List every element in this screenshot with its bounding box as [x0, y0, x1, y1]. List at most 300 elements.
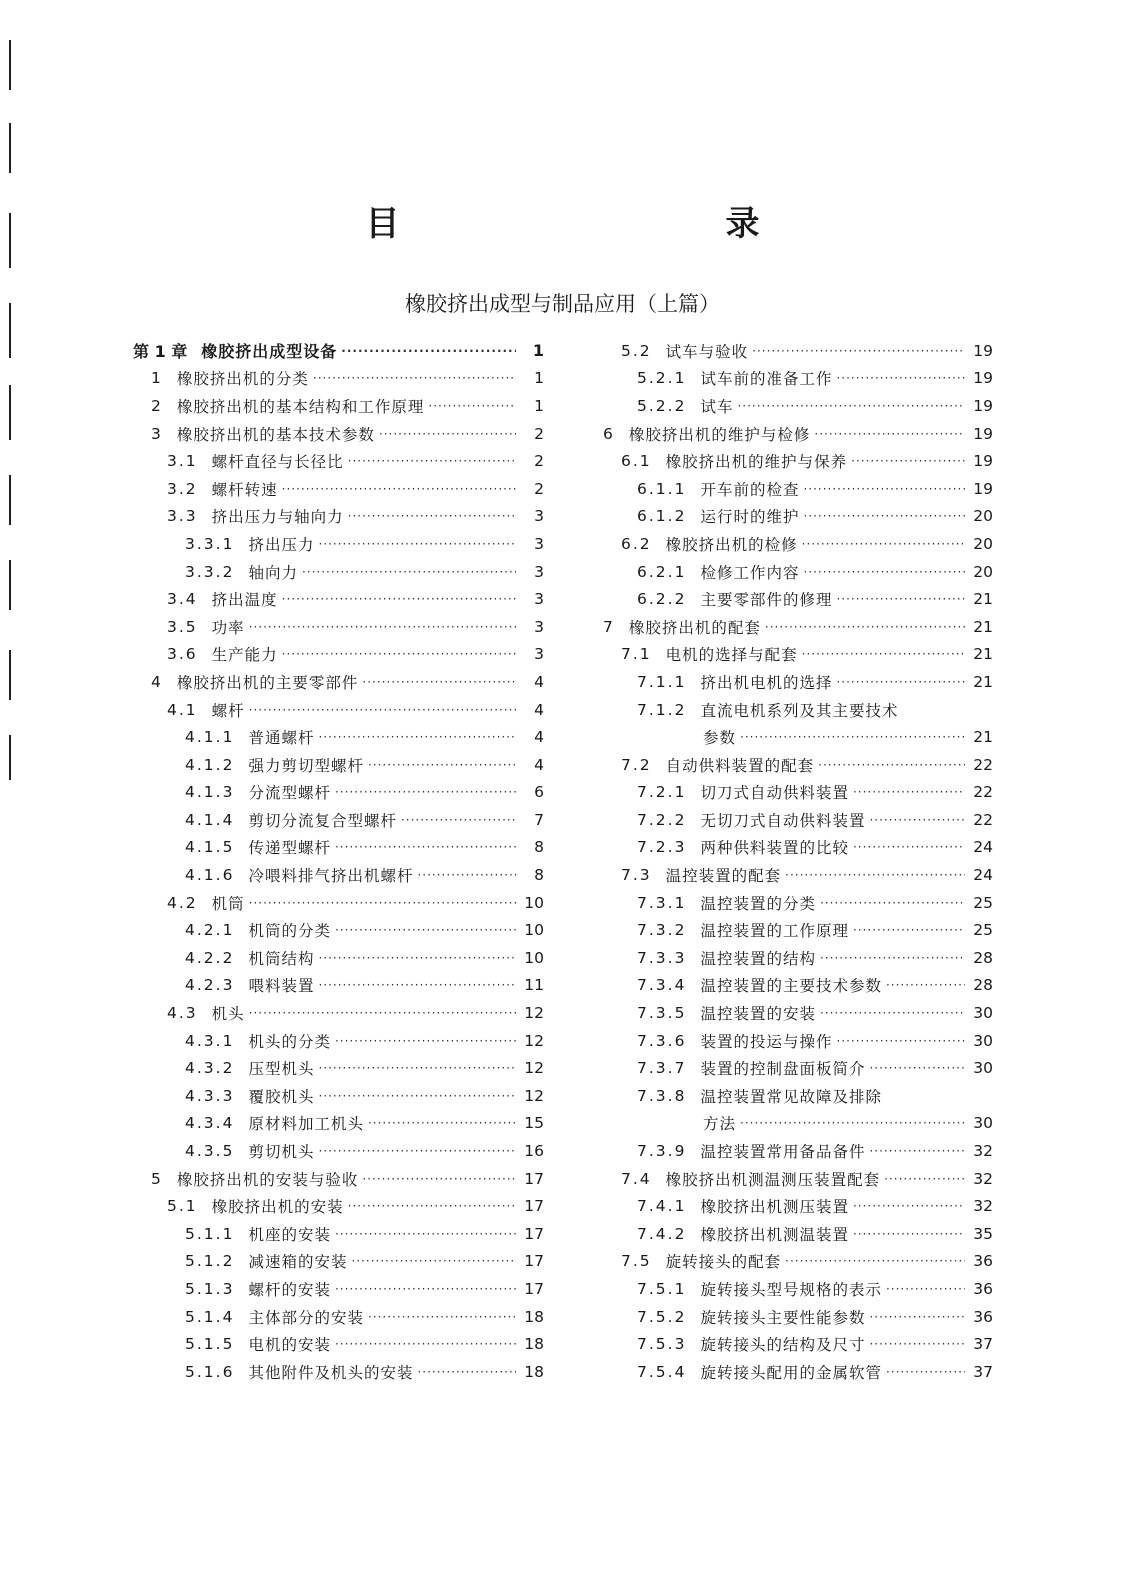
dot-leader — [318, 1144, 516, 1158]
toc-entry-number: 5.1.5 — [185, 1335, 235, 1354]
dot-leader — [282, 592, 516, 606]
dot-leader — [836, 371, 965, 385]
toc-entry[interactable] — [133, 641, 544, 669]
toc-entry-number: 5.2.1 — [637, 369, 687, 388]
dot-leader — [869, 1144, 965, 1158]
toc-entry-title: 试车前的准备工作 — [700, 370, 833, 389]
toc-entry-number: 5.2 — [621, 341, 652, 360]
toc-entry-title: 橡胶挤出机的维护与检修 — [628, 425, 811, 444]
toc-entry-number: 第 1 章 — [133, 342, 188, 362]
toc-entry-title: 挤出机电机的选择 — [700, 673, 833, 692]
dot-leader — [335, 1282, 516, 1296]
toc-entry-page: 17 — [524, 1279, 544, 1298]
dot-leader — [820, 951, 965, 965]
toc-entry-number: 4.3.3 — [185, 1086, 235, 1105]
toc-entry[interactable] — [603, 558, 993, 586]
dot-leader — [785, 1254, 965, 1268]
dot-leader — [869, 1310, 965, 1324]
toc-entry-page: 19 — [973, 341, 993, 360]
toc-entry-page: 37 — [973, 1362, 993, 1381]
dot-leader — [802, 647, 965, 661]
toc-entry[interactable] — [133, 1082, 544, 1110]
toc-entry[interactable] — [603, 447, 993, 475]
toc-entry-number: 7 — [603, 617, 615, 636]
toc-entry-title: 橡胶挤出机测温装置 — [700, 1225, 849, 1244]
toc-entry-page: 19 — [973, 479, 993, 498]
toc-entry[interactable] — [603, 1330, 993, 1358]
dot-leader — [351, 1254, 516, 1268]
toc-entry-number: 3.2 — [167, 479, 198, 498]
toc-entry-number: 7.3.3 — [637, 948, 687, 967]
dot-leader — [818, 758, 965, 772]
toc-entry-title: 橡胶挤出成型设备 — [201, 342, 338, 362]
toc-entry-title: 螺杆的安装 — [248, 1280, 331, 1299]
toc-entry[interactable] — [603, 1165, 993, 1193]
toc-entry[interactable] — [603, 613, 993, 641]
toc-entry-page: 21 — [973, 728, 993, 747]
toc-entry-number: 4.2.2 — [185, 948, 235, 967]
toc-entry-page: 8 — [534, 866, 544, 885]
toc-entry[interactable] — [133, 972, 544, 1000]
dot-leader — [318, 978, 516, 992]
toc-entry-page: 3 — [534, 562, 544, 581]
toc-entry[interactable] — [603, 1275, 993, 1303]
toc-entry-page: 19 — [973, 396, 993, 415]
toc-entry-title: 温控装置常见故障及排除 — [700, 1087, 882, 1106]
toc-entry-title: 橡胶挤出机的安装与验收 — [176, 1170, 359, 1189]
toc-entry-page: 15 — [524, 1114, 544, 1133]
toc-entry-page: 4 — [534, 755, 544, 774]
toc-entry-title: 挤出温度 — [211, 591, 278, 610]
toc-entry-title: 机筒的分类 — [248, 922, 331, 941]
dot-leader — [401, 813, 516, 827]
toc-entry-page: 6 — [534, 783, 544, 802]
dot-leader — [428, 399, 516, 413]
toc-entry[interactable] — [603, 392, 993, 420]
toc-entry[interactable] — [133, 1137, 544, 1165]
dot-leader — [803, 482, 965, 496]
toc-entry-number: 4.1.1 — [185, 728, 235, 747]
toc-entry-page: 10 — [524, 921, 544, 940]
dot-leader — [853, 840, 965, 854]
toc-entry-title: 橡胶挤出机测压装置 — [700, 1198, 849, 1217]
toc-entry-page: 20 — [973, 562, 993, 581]
toc-entry-number: 6.2.2 — [637, 590, 687, 609]
toc-entry[interactable] — [603, 1248, 993, 1276]
toc-entry[interactable] — [133, 1358, 544, 1386]
toc-entry-title: 橡胶挤出机的检修 — [665, 535, 798, 554]
toc-entry-title: 橡胶挤出机的配套 — [628, 618, 761, 637]
toc-entry[interactable] — [603, 1358, 993, 1386]
toc-entry-page: 21 — [973, 645, 993, 664]
toc-entry-title: 方法 — [703, 1115, 737, 1134]
dot-leader — [313, 371, 516, 385]
toc-entry-page: 16 — [524, 1142, 544, 1161]
toc-entry[interactable] — [133, 668, 544, 696]
toc-entry[interactable] — [603, 585, 993, 613]
toc-entry-title: 功率 — [211, 618, 245, 637]
toc-entry[interactable] — [133, 585, 544, 613]
dot-leader — [368, 1310, 516, 1324]
toc-entry-page: 25 — [973, 893, 993, 912]
toc-entry-page: 18 — [524, 1307, 544, 1326]
toc-entry[interactable] — [133, 1110, 544, 1138]
toc-entry-page: 24 — [973, 838, 993, 857]
toc-entry-title: 橡胶挤出机的基本结构和工作原理 — [176, 397, 425, 416]
toc-entry-title: 橡胶挤出机的安装 — [211, 1198, 344, 1217]
toc-entry-number: 7.3.6 — [637, 1031, 687, 1050]
toc-entry[interactable] — [133, 337, 544, 365]
toc-entry-title: 强力剪切型螺杆 — [248, 756, 364, 775]
dot-leader — [851, 454, 965, 468]
dot-leader — [740, 730, 965, 744]
dot-leader — [348, 509, 516, 523]
toc-entry-number: 7.3.2 — [637, 921, 687, 940]
toc-entry-title: 温控装置的安装 — [700, 1005, 816, 1024]
dot-leader — [802, 537, 965, 551]
dot-leader — [368, 758, 516, 772]
toc-entry-page: 2 — [534, 479, 544, 498]
toc-entry-number: 4.2.3 — [185, 976, 235, 995]
toc-entry-number: 7.5.2 — [637, 1307, 687, 1326]
toc-entry[interactable] — [603, 779, 993, 807]
toc-entry[interactable] — [603, 1110, 993, 1138]
toc-entry-title: 机筒结构 — [248, 949, 315, 968]
toc-entry-page: 4 — [534, 728, 544, 747]
dot-leader — [853, 785, 965, 799]
toc-entry[interactable] — [603, 503, 993, 531]
toc-entry-page: 17 — [524, 1169, 544, 1188]
dot-leader — [853, 1199, 965, 1213]
toc-entry-page: 7 — [534, 810, 544, 829]
toc-entry-title: 机座的安装 — [248, 1225, 331, 1244]
toc-entry-title: 主体部分的安装 — [248, 1308, 364, 1327]
toc-entry-page: 17 — [524, 1224, 544, 1243]
toc-entry[interactable] — [603, 972, 993, 1000]
toc-entry-number: 7.2.3 — [637, 838, 687, 857]
toc-entry[interactable] — [133, 1027, 544, 1055]
toc-entry-title: 装置的控制盘面板简介 — [700, 1060, 866, 1079]
toc-entry[interactable] — [603, 1192, 993, 1220]
toc-entry[interactable] — [603, 834, 993, 862]
toc-entry[interactable] — [603, 944, 993, 972]
dot-leader — [335, 923, 516, 937]
toc-entry-page: 2 — [534, 452, 544, 471]
toc-entry[interactable] — [133, 723, 544, 751]
toc-entry[interactable] — [133, 779, 544, 807]
toc-entry[interactable] — [133, 751, 544, 779]
page-title: 目 录 — [365, 204, 846, 244]
toc-entry-number: 7.3.4 — [637, 976, 687, 995]
toc-entry-title: 旋转接头型号规格的表示 — [700, 1280, 882, 1299]
toc-entry-page: 30 — [973, 1004, 993, 1023]
toc-entry-page: 2 — [534, 424, 544, 443]
toc-entry-title: 喂料装置 — [248, 977, 315, 996]
toc-entry-page: 32 — [973, 1169, 993, 1188]
toc-entry-number: 3.6 — [167, 645, 198, 664]
toc-entry[interactable] — [133, 530, 544, 558]
toc-entry-page: 19 — [973, 424, 993, 443]
toc-entry[interactable] — [133, 503, 544, 531]
toc-entry-title: 主要零部件的修理 — [700, 591, 833, 610]
toc-entry[interactable] — [603, 751, 993, 779]
toc-entry-title: 电机的选择与配套 — [665, 646, 798, 665]
toc-entry-number: 4.3.1 — [185, 1031, 235, 1050]
toc-entry[interactable] — [133, 1303, 544, 1331]
toc-entry[interactable] — [133, 420, 544, 448]
toc-entry[interactable] — [133, 365, 544, 393]
toc-left-column — [133, 337, 544, 1386]
toc-entry-title: 开车前的检查 — [700, 480, 800, 499]
toc-entry-number: 3.3.1 — [185, 534, 235, 553]
toc-entry-number: 4.3 — [167, 1004, 198, 1023]
dot-leader — [884, 1172, 965, 1186]
toc-entry[interactable] — [603, 916, 993, 944]
toc-entry-title: 温控装置的工作原理 — [700, 922, 849, 941]
dot-leader — [335, 840, 516, 854]
toc-entry-number: 6 — [603, 424, 615, 443]
dot-leader — [853, 1227, 965, 1241]
dot-leader — [318, 1089, 516, 1103]
toc-entry-title: 冷喂料排气挤出机螺杆 — [248, 867, 414, 886]
toc-entry[interactable] — [133, 1192, 544, 1220]
toc-entry-page: 21 — [973, 672, 993, 691]
toc-entry[interactable] — [603, 641, 993, 669]
toc-entry-title: 剪切分流复合型螺杆 — [248, 811, 397, 830]
toc-entry[interactable] — [603, 420, 993, 448]
dot-leader — [335, 1337, 516, 1351]
dot-leader — [362, 1172, 516, 1186]
toc-entry[interactable] — [133, 861, 544, 889]
toc-entry-number: 7.5.1 — [637, 1279, 687, 1298]
toc-entry-page: 36 — [973, 1279, 993, 1298]
toc-entry[interactable] — [133, 889, 544, 917]
toc-entry-title: 无切刀式自动供料装置 — [700, 811, 866, 830]
toc-entry-number: 7.4 — [621, 1169, 652, 1188]
dot-leader — [348, 1199, 516, 1213]
toc-entry-page: 19 — [973, 452, 993, 471]
toc-entry-number: 4.3.4 — [185, 1114, 235, 1133]
toc-entry[interactable] — [603, 999, 993, 1027]
toc-entry-number: 4.1.5 — [185, 838, 235, 857]
toc-entry-title: 机筒 — [211, 894, 245, 913]
toc-entry[interactable] — [133, 696, 544, 724]
toc-entry[interactable] — [603, 530, 993, 558]
toc-entry[interactable] — [133, 1220, 544, 1248]
toc-entry-page: 21 — [973, 590, 993, 609]
toc-entry-title: 旋转接头配用的金属软管 — [700, 1363, 882, 1382]
dot-leader — [836, 1034, 965, 1048]
dot-leader — [348, 454, 516, 468]
dot-leader — [282, 482, 516, 496]
dot-leader — [737, 399, 965, 413]
toc-entry-number: 4 — [151, 672, 163, 691]
toc-entry-number: 3.3.2 — [185, 562, 235, 581]
toc-entry-number: 7.2 — [621, 755, 652, 774]
toc-entry-page: 22 — [973, 783, 993, 802]
toc-entry-page: 4 — [534, 672, 544, 691]
toc-entry-page: 12 — [524, 1004, 544, 1023]
dot-leader — [362, 675, 516, 689]
dot-leader — [869, 1337, 965, 1351]
dot-leader — [318, 1061, 516, 1075]
dot-leader — [282, 647, 516, 661]
toc-entry[interactable] — [133, 944, 544, 972]
dot-leader — [318, 951, 516, 965]
section-subtitle: 橡胶挤出成型与制品应用（上篇） — [405, 292, 720, 316]
toc-entry[interactable] — [603, 723, 993, 751]
toc-entry[interactable] — [603, 668, 993, 696]
dot-leader — [886, 1282, 965, 1296]
toc-entry-page: 25 — [973, 921, 993, 940]
toc-entry-title: 试车 — [700, 397, 734, 416]
toc-entry[interactable] — [133, 1248, 544, 1276]
toc-entry[interactable] — [603, 1303, 993, 1331]
toc-entry-number: 5.1.1 — [185, 1224, 235, 1243]
toc-entry[interactable] — [603, 1137, 993, 1165]
toc-entry-number: 3.1 — [167, 452, 198, 471]
toc-entry-title: 电机的安装 — [248, 1336, 331, 1355]
toc-entry-number: 3 — [151, 424, 163, 443]
toc-entry-page: 22 — [973, 755, 993, 774]
toc-entry-title: 减速箱的安装 — [248, 1253, 348, 1272]
toc-entry[interactable] — [133, 1330, 544, 1358]
toc-entry-title: 橡胶挤出机的基本技术参数 — [176, 425, 375, 444]
toc-entry-page: 18 — [524, 1362, 544, 1381]
dot-leader — [335, 1034, 516, 1048]
toc-entry[interactable] — [603, 1027, 993, 1055]
toc-entry[interactable] — [133, 1054, 544, 1082]
toc-entry[interactable] — [133, 392, 544, 420]
dot-leader — [417, 868, 516, 882]
dot-leader — [302, 565, 516, 579]
toc-entry[interactable] — [133, 1275, 544, 1303]
toc-entry-number: 5.2.2 — [637, 396, 687, 415]
toc-entry-page: 18 — [524, 1335, 544, 1354]
toc-entry-page: 19 — [973, 369, 993, 388]
toc-entry-title: 橡胶挤出机的分类 — [176, 370, 309, 389]
toc-entry[interactable] — [603, 337, 993, 365]
toc-entry-title: 螺杆直径与长径比 — [211, 453, 344, 472]
toc-entry-title: 试车与验收 — [665, 342, 749, 361]
toc-entry-title: 运行时的维护 — [700, 508, 800, 527]
toc-entry-number: 1 — [151, 369, 163, 388]
toc-entry-page: 10 — [524, 893, 544, 912]
toc-entry-number: 7.4.2 — [637, 1224, 687, 1243]
dot-leader — [740, 1116, 965, 1130]
toc-entry-title: 检修工作内容 — [700, 563, 800, 582]
toc-entry[interactable] — [603, 365, 993, 393]
dot-leader — [249, 1006, 516, 1020]
dot-leader — [886, 978, 965, 992]
toc-entry-number: 3.3 — [167, 507, 198, 526]
toc-entry-number: 5.1.2 — [185, 1252, 235, 1271]
toc-entry[interactable] — [603, 1054, 993, 1082]
dot-leader — [803, 565, 965, 579]
toc-entry-page: 10 — [524, 948, 544, 967]
toc-entry-title: 机头 — [211, 1005, 245, 1024]
toc-entry[interactable] — [133, 916, 544, 944]
toc-entry[interactable] — [133, 475, 544, 503]
toc-entry-number: 7.1.2 — [637, 700, 687, 719]
dot-leader — [341, 344, 516, 358]
dot-leader — [814, 427, 965, 441]
toc-entry-title: 生产能力 — [211, 646, 278, 665]
toc-entry-page: 37 — [973, 1335, 993, 1354]
toc-entry-title: 装置的投运与操作 — [700, 1032, 833, 1051]
toc-entry-page: 30 — [973, 1031, 993, 1050]
toc-entry[interactable] — [603, 889, 993, 917]
dot-leader — [820, 1006, 965, 1020]
toc-entry-title: 分流型螺杆 — [248, 784, 331, 803]
toc-right-column — [603, 337, 993, 1386]
toc-entry-page: 28 — [973, 976, 993, 995]
toc-entry-title: 螺杆转速 — [211, 480, 278, 499]
toc-entry-title: 温控装置常用备品备件 — [700, 1143, 866, 1162]
toc-entry[interactable] — [133, 806, 544, 834]
toc-entry-page: 3 — [534, 590, 544, 609]
toc-entry[interactable] — [133, 1165, 544, 1193]
toc-entry-title: 挤出压力与轴向力 — [211, 508, 344, 527]
toc-entry[interactable] — [603, 696, 993, 724]
toc-entry-number: 7.2.1 — [637, 783, 687, 802]
toc-entry[interactable] — [133, 999, 544, 1027]
dot-leader — [379, 427, 516, 441]
toc-entry[interactable] — [603, 861, 993, 889]
dot-leader — [785, 868, 965, 882]
toc-entry-page: 20 — [973, 534, 993, 553]
toc-entry[interactable] — [133, 447, 544, 475]
toc-entry-number: 7.5.3 — [637, 1335, 687, 1354]
toc-entry-number: 7.1.1 — [637, 672, 687, 691]
toc-entry-page: 4 — [534, 700, 544, 719]
toc-entry-title: 挤出压力 — [248, 535, 315, 554]
toc-entry[interactable] — [133, 558, 544, 586]
toc-entry[interactable] — [133, 613, 544, 641]
toc-entry[interactable] — [133, 834, 544, 862]
toc-entry-number: 5.1.6 — [185, 1362, 235, 1381]
toc-entry-title: 橡胶挤出机测温测压装置配套 — [665, 1170, 881, 1189]
toc-entry-page: 12 — [524, 1031, 544, 1050]
toc-entry-page: 22 — [973, 810, 993, 829]
toc-entry-number: 7.5 — [621, 1252, 652, 1271]
toc-entry-number: 4.1.2 — [185, 755, 235, 774]
toc-entry-page: 3 — [534, 645, 544, 664]
toc-entry-title: 剪切机头 — [248, 1143, 315, 1162]
toc-entry-page: 28 — [973, 948, 993, 967]
toc-entry-title: 参数 — [703, 729, 737, 748]
toc-entry-page: 20 — [973, 507, 993, 526]
dot-leader — [869, 813, 965, 827]
toc-entry[interactable] — [603, 475, 993, 503]
dot-leader — [765, 620, 965, 634]
toc-entry[interactable] — [603, 1220, 993, 1248]
toc-entry-page: 12 — [524, 1086, 544, 1105]
dot-leader — [820, 896, 965, 910]
toc-entry[interactable] — [603, 1082, 993, 1110]
toc-entry-title: 温控装置的结构 — [700, 949, 816, 968]
toc-entry-page: 24 — [973, 866, 993, 885]
toc-entry-page: 21 — [973, 617, 993, 636]
toc-entry-number: 7.3.1 — [637, 893, 687, 912]
toc-entry-number: 6.2.1 — [637, 562, 687, 581]
toc-entry-title: 轴向力 — [248, 563, 298, 582]
toc-entry-title: 温控装置的主要技术参数 — [700, 977, 882, 996]
dot-leader — [836, 675, 965, 689]
toc-entry-number: 7.3.7 — [637, 1059, 687, 1078]
toc-entry[interactable] — [603, 806, 993, 834]
toc-entry-title: 普通螺杆 — [248, 729, 315, 748]
